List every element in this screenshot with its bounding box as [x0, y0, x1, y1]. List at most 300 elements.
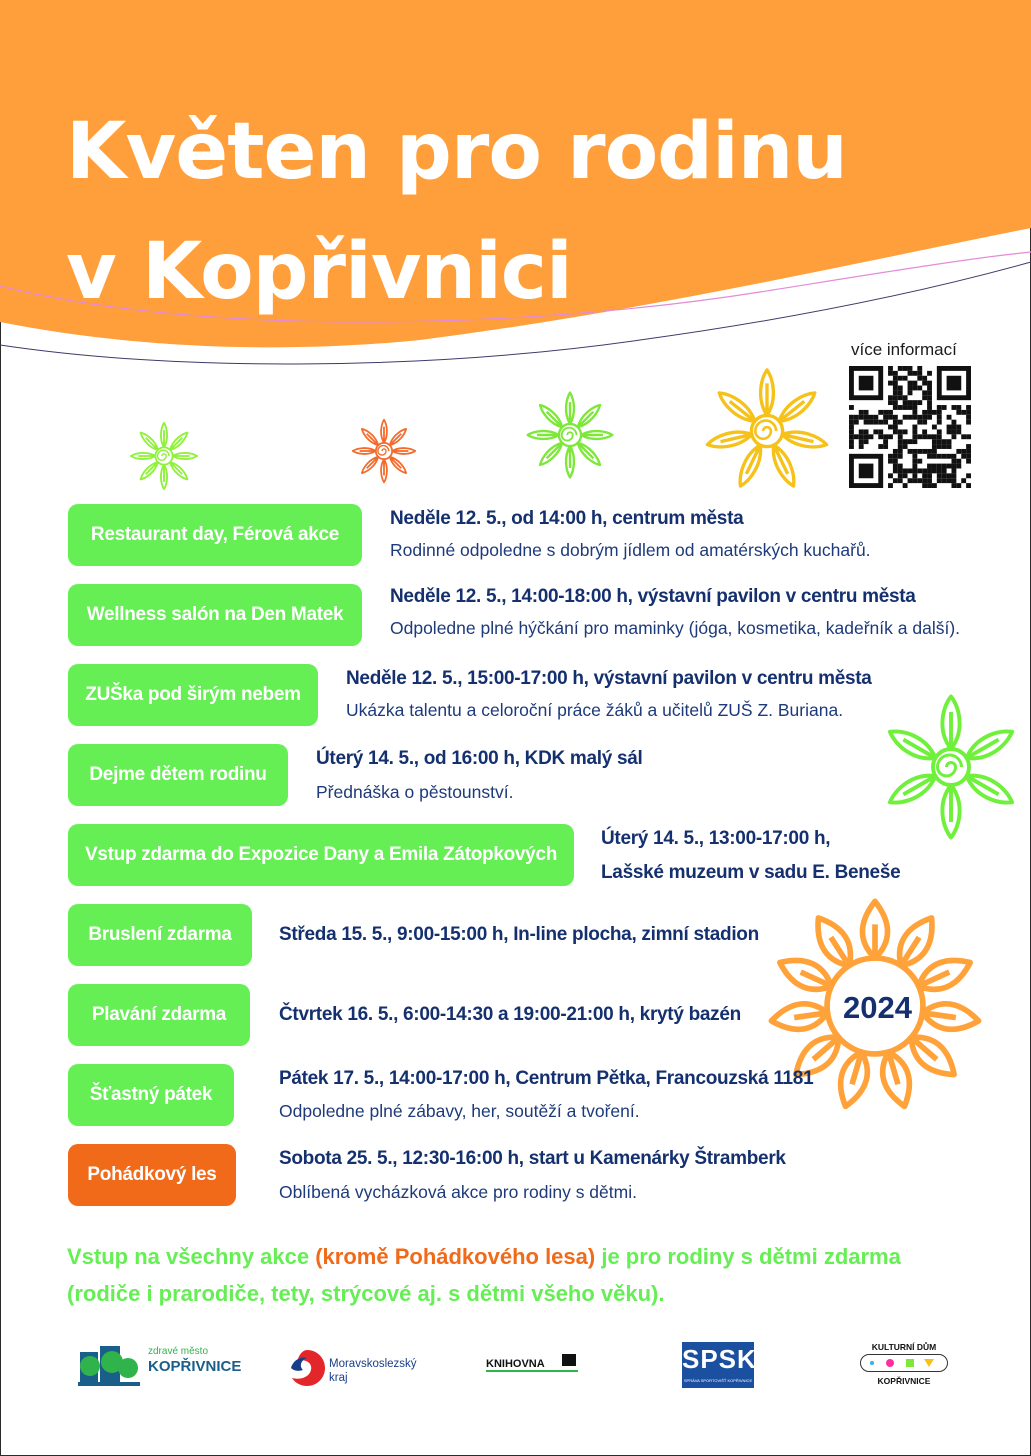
footer-text: Vstup na všechny akce [67, 1244, 316, 1269]
flower-petal [706, 428, 753, 451]
qr-module [893, 395, 898, 400]
event-when: Úterý 14. 5., 13:00-17:00 h, [601, 828, 831, 849]
qr-module [883, 434, 888, 439]
qr-module [942, 473, 947, 478]
qr-module [927, 381, 932, 386]
event-button[interactable] [68, 584, 362, 646]
qr-module [898, 478, 903, 483]
qr-module [873, 429, 878, 434]
event-name: ZUŠka pod širým nebem [85, 684, 301, 705]
qr-module [908, 449, 913, 454]
qr-module [966, 473, 971, 478]
page-title [66, 92, 847, 332]
qr-module [888, 459, 893, 464]
qr-module [908, 415, 913, 420]
qr-module [898, 468, 903, 473]
flower-petal [877, 1048, 917, 1109]
flower-petal [381, 459, 387, 482]
qr-module [937, 415, 942, 420]
qr-module [849, 434, 854, 439]
title-line-1: Květen pro rodinu [66, 107, 847, 197]
qr-module [932, 444, 937, 449]
qr-module [898, 473, 903, 478]
qr-module [912, 410, 917, 415]
qr-module [966, 410, 971, 415]
qr-module [922, 415, 927, 420]
qr-module [898, 434, 903, 439]
qr-module [869, 420, 874, 425]
qr-module [922, 483, 927, 488]
qr-module [932, 434, 937, 439]
qr-module [908, 439, 913, 444]
qr-module [937, 439, 942, 444]
qr-module [912, 429, 917, 434]
qr-module [927, 473, 932, 478]
qr-module [898, 454, 903, 459]
qr-module [859, 415, 864, 420]
qr-module [908, 400, 913, 405]
flower-petal [161, 423, 167, 447]
qr-module [903, 366, 908, 371]
qr-module [912, 434, 917, 439]
qr-module [937, 473, 942, 478]
logo-text: SPSK [682, 1344, 757, 1374]
qr-module [947, 429, 952, 434]
event-name: Dejme dětem rodinu [89, 764, 267, 785]
qr-module [903, 483, 908, 488]
event-name: Plavání zdarma [91, 1004, 227, 1025]
qr-module [893, 381, 898, 386]
flower-spiral [938, 755, 962, 776]
qr-module [947, 478, 952, 483]
qr-module [942, 454, 947, 459]
qr-module [893, 478, 898, 483]
event-desc: Rodinné odpoledne s dobrým jídlem od amatérských kuchařů. [390, 540, 871, 560]
qr-module [878, 434, 883, 439]
event-when: Úterý 14. 5., od 16:00 h, KDK malý sál [316, 748, 643, 769]
qr-module [932, 449, 937, 454]
qr-module [942, 405, 947, 410]
color-shapes-icon [866, 1356, 942, 1370]
flower-petal [161, 465, 167, 489]
qr-code[interactable] [849, 366, 971, 488]
qr-module [917, 434, 922, 439]
qr-module [927, 478, 932, 483]
qr-module [917, 459, 922, 464]
qr-module [888, 371, 893, 376]
qr-module [966, 415, 971, 420]
flower-petal [768, 442, 799, 489]
flower-petal [735, 442, 766, 489]
qr-module [917, 371, 922, 376]
qr-module [932, 454, 937, 459]
qr-module [893, 415, 898, 420]
logo-text: zdravé město [148, 1346, 209, 1357]
flower-petal [575, 440, 603, 468]
qr-module [966, 483, 971, 488]
qr-module [864, 415, 869, 420]
title-line-2: v Kopřivnici [66, 227, 572, 317]
event-when: Čtvrtek 16. 5., 6:00-14:30 a 19:00-21:00 h, krytý bazén [279, 1004, 741, 1025]
qr-module [966, 444, 971, 449]
qr-module [927, 405, 932, 410]
event-desc: Ukázka talentu a celoroční práce žáků a učitelů ZUŠ Z. Buriana. [346, 700, 844, 720]
qr-module [898, 464, 903, 469]
flower-petal [942, 785, 959, 838]
qr-module [966, 454, 971, 459]
logo-text: Moravskoslezský [329, 1358, 417, 1370]
qr-module [898, 366, 903, 371]
qr-module [883, 420, 888, 425]
qr-module [859, 434, 864, 439]
qr-module [951, 420, 956, 425]
qr-module [937, 454, 942, 459]
qr-module [849, 420, 854, 425]
qr-module [937, 468, 942, 473]
qr-module [903, 444, 908, 449]
flower-petal [886, 769, 940, 810]
qr-module [903, 439, 908, 444]
qr-module [922, 410, 927, 415]
qr-module [873, 415, 878, 420]
event-button[interactable] [68, 664, 318, 726]
book-square-icon [562, 1354, 576, 1366]
qr-module [898, 405, 903, 410]
qr-module [966, 420, 971, 425]
flower-petal [834, 1048, 874, 1109]
footer-highlight: (kromě Pohádkového lesa) [315, 1244, 596, 1269]
qr-module [927, 390, 932, 395]
logo-msk[interactable] [287, 1346, 437, 1390]
qr-module [869, 434, 874, 439]
logo-text: KNIHOVNA [486, 1358, 545, 1370]
qr-module [927, 386, 932, 391]
qr-module [912, 386, 917, 391]
qr-module [888, 454, 893, 459]
qr-module [927, 454, 932, 459]
qr-module [937, 444, 942, 449]
qr-module [951, 473, 956, 478]
qr-module [922, 434, 927, 439]
event-desc: Odpoledne plné zábavy, her, soutěží a tvoření. [279, 1101, 640, 1121]
flower-petal [360, 427, 380, 447]
event-when: Středa 15. 5., 9:00-15:00 h, In-line plocha, zimní stadion [279, 924, 759, 945]
qr-module [859, 410, 864, 415]
qr-module [883, 410, 888, 415]
flower-spiral [378, 446, 389, 456]
qr-label: více informací [851, 340, 957, 359]
qr-module [908, 386, 913, 391]
qr-module [922, 381, 927, 386]
qr-module [927, 395, 932, 400]
qr-module [888, 483, 893, 488]
qr-module [961, 478, 966, 483]
qr-module [927, 468, 932, 473]
qr-module [917, 449, 922, 454]
qr-module [922, 390, 927, 395]
qr-module [908, 366, 913, 371]
qr-module [888, 415, 893, 420]
qr-module [947, 473, 952, 478]
qr-module [966, 405, 971, 410]
qr-module [893, 386, 898, 391]
qr-module [937, 410, 942, 415]
qr-module [893, 429, 898, 434]
logo-knihovna[interactable] [486, 1354, 582, 1378]
flower-icon [702, 366, 832, 496]
qr-module [893, 405, 898, 410]
qr-module [888, 434, 893, 439]
flower-petal [168, 430, 190, 452]
flower-petal [862, 901, 887, 958]
qr-module [849, 405, 854, 410]
qr-module [937, 405, 942, 410]
qr-module [854, 420, 859, 425]
qr-module [878, 429, 883, 434]
event-button[interactable] [68, 1144, 236, 1206]
logo-underline [486, 1370, 578, 1372]
qr-module [932, 410, 937, 415]
qr-module [893, 390, 898, 395]
event-desc: Odpoledne plné hýčkání pro maminky (jóga, kosmetika, kadeřník a další). [390, 618, 961, 638]
qr-finder [859, 464, 874, 479]
qr-module [937, 420, 942, 425]
event-when: Sobota 25. 5., 12:30-16:00 h, start u Kamenárky Štramberk [279, 1148, 786, 1169]
qr-module [917, 386, 922, 391]
qr-module [859, 439, 864, 444]
flower-petal [770, 1000, 830, 1033]
qr-module [966, 459, 971, 464]
flower-petal [528, 431, 559, 439]
qr-module [864, 410, 869, 415]
qr-module [917, 400, 922, 405]
qr-module [893, 464, 898, 469]
qr-module [917, 478, 922, 483]
flower-icon [876, 688, 1026, 846]
event-name: Pohádkový les [87, 1164, 217, 1185]
flower-spiral [158, 450, 170, 460]
qr-module [912, 400, 917, 405]
qr-module [947, 415, 952, 420]
flower-petal [360, 455, 380, 475]
footer-text-line2: (rodiče i prarodiče, tety, strýcové aj. s dětmi všeho věku). [67, 1281, 665, 1306]
flower-icon [524, 388, 616, 482]
qr-module [922, 429, 927, 434]
event-button[interactable] [68, 744, 288, 806]
qr-module [951, 478, 956, 483]
city-trees-icon [78, 1344, 140, 1386]
qr-module [956, 429, 961, 434]
qr-module [951, 454, 956, 459]
qr-module [903, 376, 908, 381]
qr-module [927, 449, 932, 454]
qr-module [859, 429, 864, 434]
logo-spsk[interactable] [682, 1342, 757, 1388]
qr-module [903, 429, 908, 434]
flower-petal [392, 448, 415, 454]
qr-module [956, 405, 961, 410]
qr-module [942, 478, 947, 483]
qr-module [849, 439, 854, 444]
qr-module [922, 473, 927, 478]
qr-module [947, 454, 952, 459]
flower-petal [138, 460, 160, 482]
qr-module [912, 478, 917, 483]
qr-module [908, 478, 913, 483]
qr-module [942, 444, 947, 449]
qr-module [932, 439, 937, 444]
qr-module [912, 449, 917, 454]
event-button[interactable] [68, 504, 362, 566]
qr-module [932, 425, 937, 430]
flower-petal [138, 430, 160, 452]
qr-module [951, 429, 956, 434]
qr-module [912, 415, 917, 420]
qr-module [951, 483, 956, 488]
qr-module [893, 459, 898, 464]
qr-module [932, 483, 937, 488]
event-desc: Oblíbená vycházková akce pro rodiny s dětmi. [279, 1182, 637, 1202]
event-when: Neděle 12. 5., 15:00-17:00 h, výstavní pavilon v centru města [346, 668, 872, 689]
qr-module [912, 473, 917, 478]
flower-petal [168, 460, 190, 482]
qr-module [893, 449, 898, 454]
qr-module [849, 429, 854, 434]
qr-module [903, 415, 908, 420]
qr-module [932, 468, 937, 473]
flower-petal [173, 453, 197, 459]
qr-module [956, 459, 961, 464]
qr-module [849, 425, 854, 430]
flower-petal [775, 388, 819, 426]
flower-petal [942, 697, 959, 750]
qr-module [942, 464, 947, 469]
event-name: Vstup zdarma do Expozice Dany a Emila Zátopkových [84, 844, 558, 865]
qr-finder [859, 376, 874, 391]
flower-petal [962, 769, 1016, 810]
qr-module [898, 444, 903, 449]
qr-module [932, 464, 937, 469]
logo-zdrave-mesto[interactable] [78, 1344, 258, 1388]
qr-module [883, 439, 888, 444]
event-name: Restaurant day, Férová akce [90, 524, 340, 545]
qr-module [898, 429, 903, 434]
qr-module [917, 376, 922, 381]
flower-petal [886, 724, 940, 765]
flower-petal [715, 388, 759, 426]
event-button[interactable] [68, 984, 250, 1046]
qr-module [888, 410, 893, 415]
qr-module [903, 405, 908, 410]
event-button[interactable] [68, 1064, 234, 1126]
qr-module [888, 473, 893, 478]
qr-module [893, 425, 898, 430]
qr-module [898, 386, 903, 391]
event-desc: Přednáška o pěstounství. [316, 782, 514, 802]
logo-kulturni-dum[interactable] [858, 1342, 950, 1388]
qr-module [878, 410, 883, 415]
qr-module [927, 400, 932, 405]
qr-module [927, 415, 932, 420]
event-when: Pátek 17. 5., 14:00-17:00 h, Centrum Pětka, Francouzská 1181 [279, 1068, 814, 1089]
qr-module [893, 400, 898, 405]
qr-module [912, 439, 917, 444]
qr-module [922, 449, 927, 454]
qr-module [898, 449, 903, 454]
qr-module [947, 439, 952, 444]
qr-module [873, 420, 878, 425]
qr-module [903, 395, 908, 400]
qr-module [956, 449, 961, 454]
qr-module [912, 464, 917, 469]
qr-module [903, 473, 908, 478]
qr-module [951, 468, 956, 473]
qr-module [903, 400, 908, 405]
qr-module [951, 459, 956, 464]
qr-module [956, 410, 961, 415]
qr-module [927, 434, 932, 439]
flower-petal [388, 427, 408, 447]
qr-module [922, 420, 927, 425]
flower-petal [388, 455, 408, 475]
event-when: Neděle 12. 5., od 14:00 h, centrum města [390, 508, 744, 529]
qr-module [947, 444, 952, 449]
qr-module [956, 483, 961, 488]
qr-module [888, 381, 893, 386]
qr-module [903, 468, 908, 473]
qr-module [898, 420, 903, 425]
qr-module [893, 420, 898, 425]
event-place: Lašské muzeum v sadu E. Beneše [601, 862, 901, 883]
flower-icon [128, 418, 200, 494]
qr-module [883, 415, 888, 420]
qr-module [908, 390, 913, 395]
qr-module [942, 439, 947, 444]
flower-petal [761, 370, 774, 416]
qr-module [864, 429, 869, 434]
qr-module [908, 381, 913, 386]
logo-text: KOPŘIVNICE [877, 1376, 931, 1386]
qr-module [893, 468, 898, 473]
qr-module [898, 439, 903, 444]
flower-petal [537, 402, 565, 430]
qr-module [927, 371, 932, 376]
event-button[interactable] [68, 904, 252, 966]
qr-module [878, 444, 883, 449]
qr-module [864, 439, 869, 444]
qr-module [859, 444, 864, 449]
flower-petal [781, 428, 828, 451]
qr-module [951, 464, 956, 469]
qr-module [922, 468, 927, 473]
flower-petal [131, 453, 155, 459]
qr-module [908, 405, 913, 410]
flower-petal [381, 420, 387, 443]
qr-module [966, 434, 971, 439]
qr-module [956, 425, 961, 430]
qr-module [912, 381, 917, 386]
qr-module [937, 434, 942, 439]
qr-module [961, 454, 966, 459]
qr-module [951, 425, 956, 430]
qr-module [854, 415, 859, 420]
qr-module [849, 444, 854, 449]
qr-module [912, 454, 917, 459]
qr-module [869, 415, 874, 420]
event-button[interactable] [68, 824, 574, 886]
qr-module [878, 420, 883, 425]
region-emblem-icon [287, 1346, 327, 1388]
